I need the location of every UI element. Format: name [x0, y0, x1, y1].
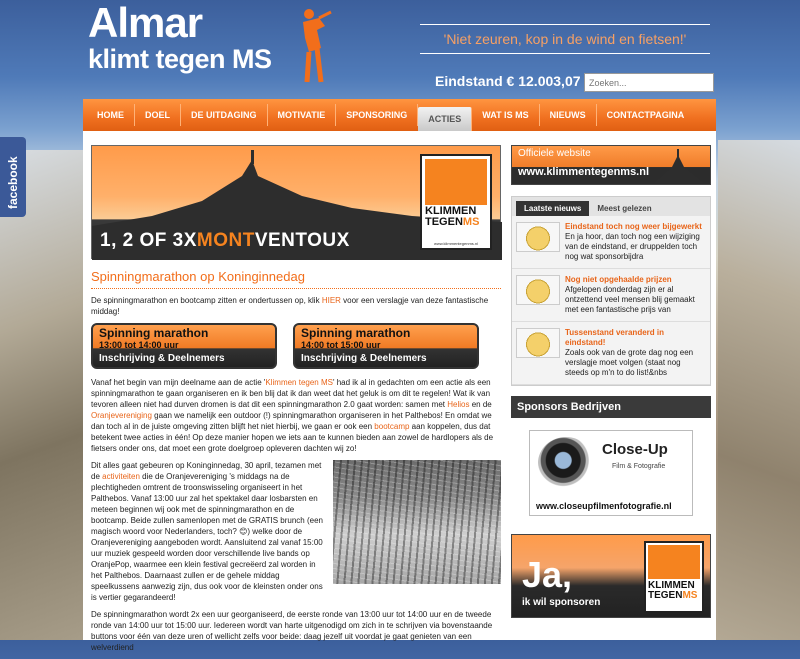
site-title-line1: Almar	[88, 0, 203, 46]
eindstand-total: Eindstand € 12.003,07	[435, 73, 581, 89]
background-mountain-left	[0, 150, 92, 640]
klimmen-tegen-ms-logo: KLIMMEN TEGENMS www.klimmentegenms.nl	[420, 154, 492, 250]
nav-motivatie[interactable]: MOTIVATIE	[268, 104, 337, 126]
mont-ventoux-banner[interactable]	[91, 145, 501, 259]
post-intro: De spinningmarathon en bootcamp zitten er ondertussen op, klik HIER voor een verslagje van deze fantastische middag!	[91, 296, 489, 316]
news-tabs-box	[511, 196, 711, 386]
smiley-thumbnail-icon	[516, 328, 560, 358]
nav-acties[interactable]: ACTIES	[418, 107, 472, 131]
spinning-button-1300[interactable]: Spinning marathon 13:00 tot 14:00 uur Inschrijving & Deelnemers	[91, 323, 277, 369]
smiley-thumbnail-icon	[516, 275, 560, 305]
sponsors-heading: Sponsors Bedrijven	[511, 396, 711, 418]
ja-ik-wil-sponsoren-banner[interactable]: Ja, ik wil sponsoren KLIMMEN TEGENMS	[511, 534, 711, 618]
list-item[interactable]: Tussenstand veranderd in eindstand! Zoals ook van de grote dag nog een verslagje moet volgen (staat nog steeds op m'n to do list!&nbs	[512, 322, 710, 385]
news-tabs	[512, 197, 710, 216]
slogan: 'Niet zeuren, kop in de wind en fietsen!'	[420, 24, 710, 54]
spinning-button-1400[interactable]: Spinning marathon 14:00 tot 15:00 uur Inschrijving & Deelnemers	[293, 323, 479, 369]
facebook-label: facebook	[6, 156, 20, 209]
site-title-line2: klimt tegen MS	[88, 44, 272, 74]
main-nav	[83, 99, 716, 131]
official-website-banner[interactable]: Officiele website www.klimmentegenms.nl	[511, 145, 711, 185]
site-title[interactable]	[88, 2, 272, 73]
tab-meest-gelezen[interactable]: Meest gelezen	[597, 204, 652, 213]
tab-laatste-nieuws[interactable]: Laatste nieuws	[516, 201, 589, 216]
post-title[interactable]: Spinningmarathon op Koninginnedag	[91, 269, 305, 284]
facebook-tab[interactable]	[0, 137, 26, 217]
list-item[interactable]: Eindstand toch nog weer bijgewerkt En ja hoor, dan toch nog een wijziging van de eindstand, er druppelden toch nog wat sponsorbijdra	[512, 216, 710, 269]
nav-wat-is-ms[interactable]: WAT IS MS	[472, 104, 539, 126]
title-divider	[91, 288, 501, 289]
nav-nieuws[interactable]: NIEUWS	[540, 104, 597, 126]
nav-de-uitdaging[interactable]: DE UITDAGING	[181, 104, 268, 126]
spinning-bikes-photo	[333, 460, 501, 584]
smiley-thumbnail-icon	[516, 222, 560, 252]
nav-sponsoring[interactable]: SPONSORING	[336, 104, 418, 126]
nav-doel[interactable]: DOEL	[135, 104, 181, 126]
post-paragraph-4: De spinningmarathon wordt 2x een uur georganiseerd, de eerste ronde van 13:00 uur tot 14:00 uur en de tweede ronde van 14:00 uur tot 15:00 uur. Iedereen wordt van harte uitgenodigd om zich in te schrijven via bovenstaande buttons voor één van deze uren of wellicht zelfs voor beide: daag jezelf uit voordat je gaat genieten van een welverdiend	[91, 610, 493, 652]
close-up-sponsor-logo[interactable]: Close-Up Film & Fotografie www.closeupfilmenfotografie.nl	[529, 430, 693, 516]
post-paragraph-2: Vanaf het begin van mijn deelname aan de actie 'Klimmen tegen MS' had ik al in gedachten om een actie als een spinningmarathon te gaan organiseren en ik ben blij dat ik dan weet dat het geluk is om dit te regelen! Wat ik van tevoren alleen niet had durven dromen is dat dit een spinningmarathon 2.0 gaat worden: samen met Helios en de Oranjevereniging gaan we namelijk een outdoor (!) spinningmarathon organiseren in het Palthebos! En omdat we dan toch al in de juiste omgeving zitten blijft het niet hierbij, we gaan er ook een bootcamp aan koppelen, dus dat betekent twee acties in één! Op deze manier hopen we iets aan te kunnen bieden aan zowel de hardlopers als de fietsers onder ons, dat moet een grote doelgroep opleveren dachten wij zo!	[91, 378, 494, 453]
spinning-buttons	[91, 323, 501, 369]
cyclist-icon	[295, 8, 335, 84]
post-paragraph-3: Dit alles gaat gebeuren op Koninginnedag, 30 april, tezamen met de activiteiten die de Oranjevereniging 's middags na de plechtigheden omtrent de troonswisseling organiseert in het Palthebos. Vanaf 13:00 uur zal het spektakel daar losbarsten en meteen beginnen wij ook met de spinningmarathon en de bootcamp. Beide zullen samenlopen met de GRATIS brunch (een magisch woord voor Nederlanders, toch? 😊) welke door de Oranjevereniging aangeboden wordt. Aansluitend zal vanaf 15:00 uur muziek gespeeld worden door verschillende live bands op OranjePop, waarmee een klein festival gecreëerd zal worden in het Palthebos. Daarnaast zullen er de gehele middag speelkussens aanwezig zijn, dus ook voor de kleinsten onder ons is vertier gegarandeerd!	[91, 461, 323, 602]
nav-home[interactable]: HOME	[87, 104, 135, 126]
main-column	[91, 145, 501, 659]
camera-lens-icon	[538, 437, 594, 489]
helios-link[interactable]: Helios	[447, 400, 470, 409]
banner-text: 1, 2 OF 3XMONTVENTOUX	[100, 230, 350, 251]
sidebar	[511, 145, 711, 618]
oranjevereniging-link[interactable]: Oranjevereniging	[91, 411, 152, 420]
klimmen-tegen-ms-logo: KLIMMEN TEGENMS	[644, 541, 704, 613]
search-input[interactable]	[584, 73, 714, 92]
activiteiten-link[interactable]: activiteiten	[102, 472, 140, 481]
hier-link[interactable]: HIER	[321, 296, 341, 305]
klimmen-tegen-ms-link[interactable]: Klimmen tegen MS	[265, 378, 333, 387]
mountain-silhouette-icon	[654, 149, 704, 183]
background-mountain-right	[718, 140, 800, 640]
nav-contactpagina[interactable]: CONTACTPAGINA	[606, 110, 685, 120]
bootcamp-link[interactable]: bootcamp	[374, 422, 410, 431]
content-panel	[83, 131, 716, 652]
list-item[interactable]: Nog niet opgehaalde prijzen Afgelopen donderdag zijn er al ontzettend veel mensen blij gemaakt met een fantastische prijs van	[512, 269, 710, 322]
